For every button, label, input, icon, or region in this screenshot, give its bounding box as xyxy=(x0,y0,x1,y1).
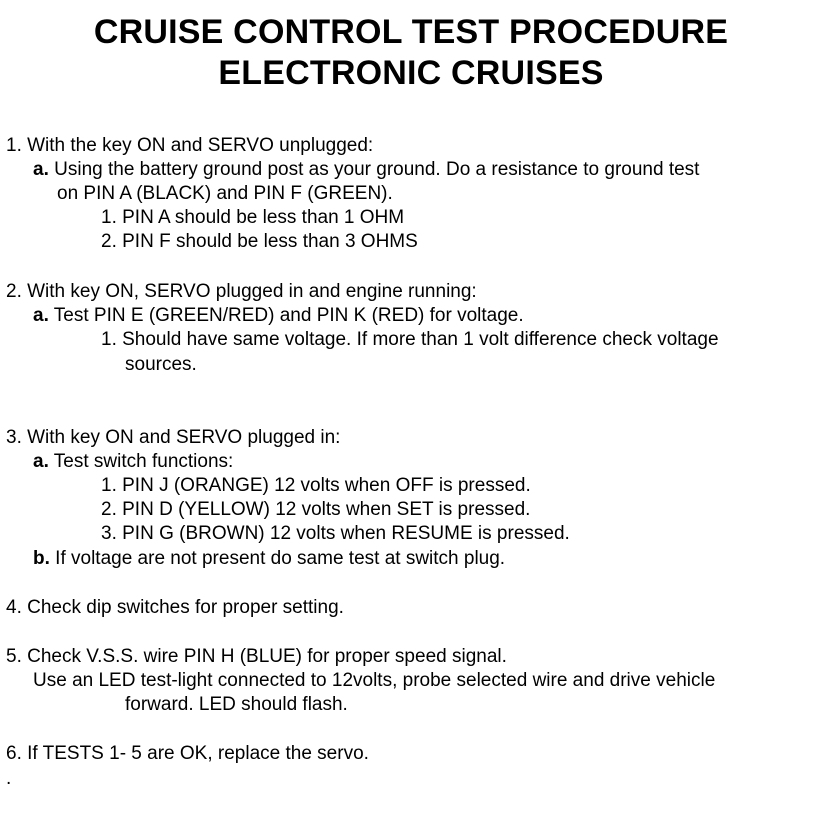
step-3a xyxy=(33,450,233,474)
page-title-line-1: CRUISE CONTROL TEST PROCEDURE xyxy=(93,13,729,51)
step-2a-label: a. xyxy=(33,305,49,326)
step-1: 1. With the key ON and SERVO unplugged: xyxy=(6,135,374,156)
step-2a-item-1: 1. Should have same voltage. If more than 1 volt difference check voltage xyxy=(101,329,719,350)
step-3: 3. With key ON and SERVO plugged in: xyxy=(6,427,341,448)
step-3b-label: b. xyxy=(33,548,50,569)
step-5-line-2: Use an LED test-light connected to 12volts, probe selected wire and drive vehicle xyxy=(33,670,716,691)
step-2a xyxy=(33,304,524,328)
step-6: 6. If TESTS 1- 5 are OK, replace the servo. xyxy=(6,743,369,764)
step-1a-continued: on PIN A (BLACK) and PIN F (GREEN). xyxy=(57,183,393,204)
step-3b-text: If voltage are not present do same test at switch plug. xyxy=(49,548,506,569)
step-3a-text: Test switch functions: xyxy=(48,451,234,472)
step-2a-text: Test PIN E (GREEN/RED) and PIN K (RED) for voltage. xyxy=(48,305,524,326)
step-3a-item-3: 3. PIN G (BROWN) 12 volts when RESUME is pressed. xyxy=(101,523,570,544)
step-3b xyxy=(33,547,505,571)
step-3a-label: a. xyxy=(33,451,49,472)
step-1a-text: Using the battery ground post as your ground. Do a resistance to ground test xyxy=(48,159,700,180)
step-1a-item-2: 2. PIN F should be less than 3 OHMS xyxy=(101,231,418,252)
step-3a-item-2: 2. PIN D (YELLOW) 12 volts when SET is pressed. xyxy=(101,499,531,520)
step-1a xyxy=(33,158,699,182)
step-1a-item-1: 1. PIN A should be less than 1 OHM xyxy=(101,207,405,228)
page-title-line-2: ELECTRONIC CRUISES xyxy=(218,54,604,92)
step-1a-label: a. xyxy=(33,159,49,180)
step-2: 2. With key ON, SERVO plugged in and engine running: xyxy=(6,281,477,302)
step-5: 5. Check V.S.S. wire PIN H (BLUE) for proper speed signal. xyxy=(6,646,507,667)
step-4: 4. Check dip switches for proper setting. xyxy=(6,597,344,618)
step-5-line-3: forward. LED should flash. xyxy=(125,694,348,715)
step-2a-item-1-continued: sources. xyxy=(125,354,197,375)
step-3a-item-1: 1. PIN J (ORANGE) 12 volts when OFF is pressed. xyxy=(101,475,531,496)
trailing-mark: . xyxy=(6,768,12,789)
